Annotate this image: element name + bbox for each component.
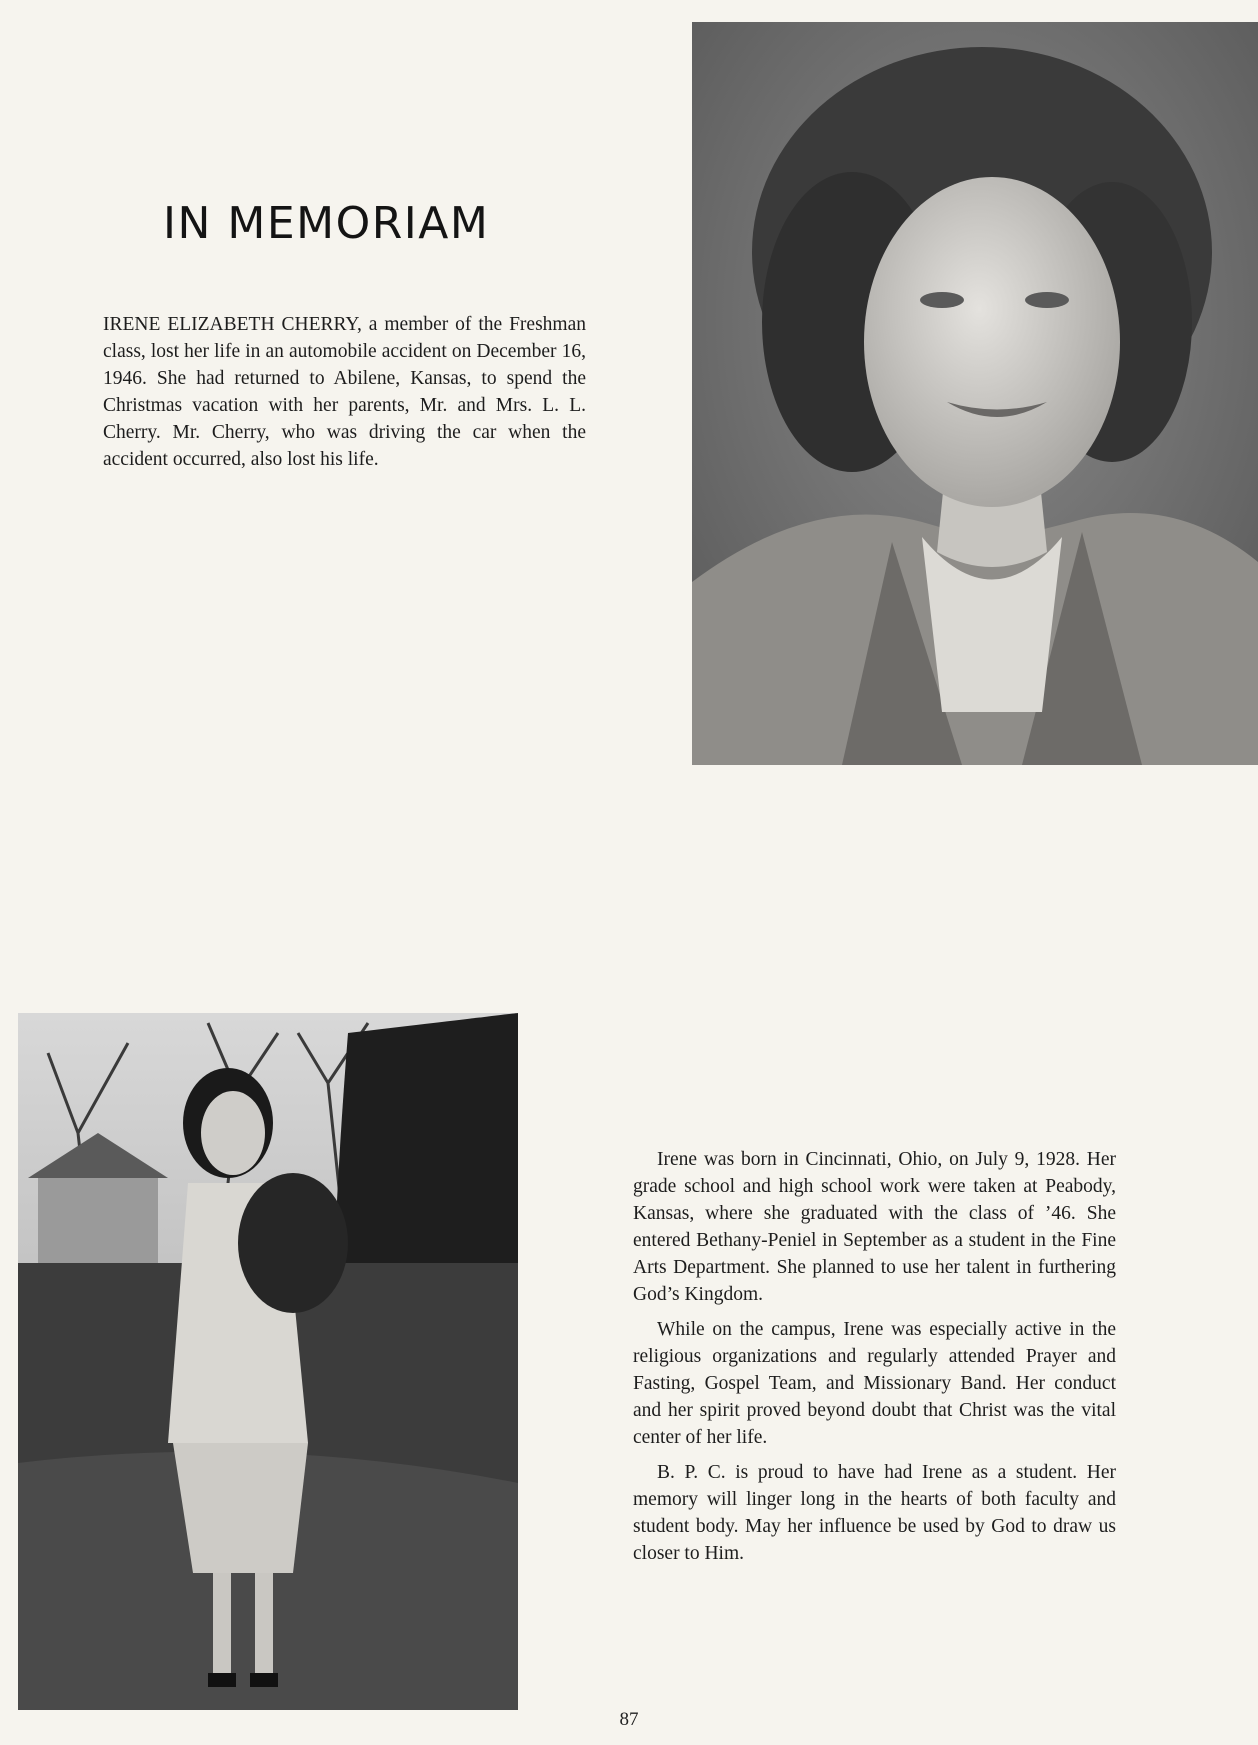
snapshot-photo <box>18 1013 518 1710</box>
page-number: 87 <box>619 1709 639 1730</box>
bio-paragraph-birth: Irene was born in Cincinnati, Ohio, on July 9, 1928. Her grade school and high school work were taken at Peabody, Kansas, where she graduated with the class of ’46. She entered Bethany-Peniel in September as a student in the Fine Arts Department. She planned to use her talent in furthering God’s Kingdom. <box>633 1149 1116 1305</box>
page-title: IN MEMORIAM <box>163 198 490 249</box>
intro-paragraph: IRENE ELIZABETH CHERRY, a member of the Freshman class, lost her life in an automobile accident on December 16, 1946. She had returned to Abilene, Kansas, to spend the Christmas vacation with her parents, Mr. and Mrs. L. L. Cherry. Mr. Cherry, who was driving the car when the accident occurred, also lost his life. <box>103 314 586 470</box>
bio-paragraph-campus: While on the campus, Irene was especially active in the religious organizations and regularly attended Prayer and Fasting, Gospel Team, and Missionary Band. Her conduct and her spirit proved beyond doubt that Christ was the vital center of her life. <box>633 1319 1116 1448</box>
bio-paragraph-memory: B. P. C. is proud to have had Irene as a student. Her memory will linger long in the hearts of both faculty and student body. May her influence be used by God to draw us closer to Him. <box>633 1462 1116 1564</box>
biography <box>633 1146 1116 1575</box>
portrait-photo <box>692 22 1258 765</box>
